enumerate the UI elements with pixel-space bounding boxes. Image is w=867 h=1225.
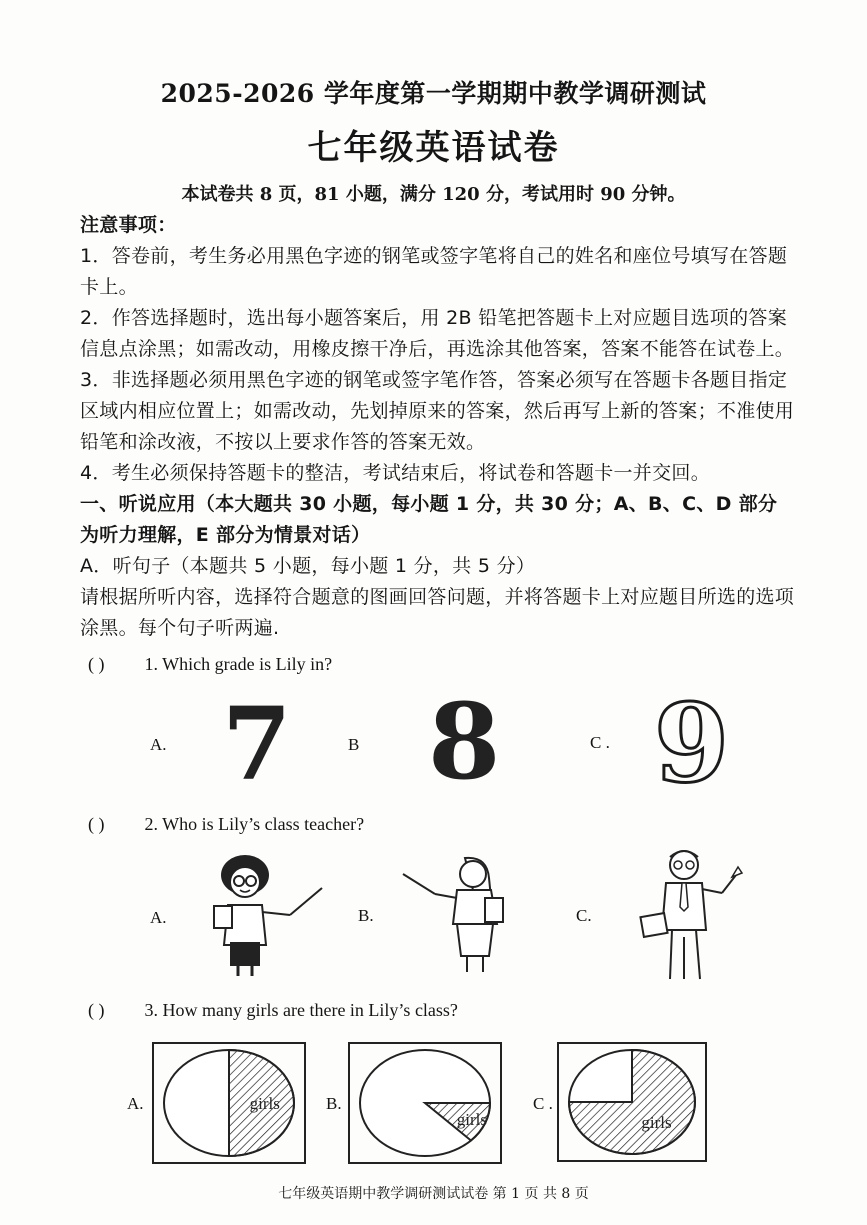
page-footer: 七年级英语期中教学调研测试试卷 第 1 页 共 8 页 bbox=[278, 1186, 589, 1202]
question-1 bbox=[88, 654, 332, 675]
grade-eight-image: 8 bbox=[428, 680, 501, 803]
pie-chart-option-a bbox=[152, 1042, 306, 1164]
question-3 bbox=[88, 1000, 458, 1021]
exam-info: 本试卷共 8 页，81 小题，满分 120 分，考试用时 90 分钟。 bbox=[181, 184, 686, 205]
question-text: 3. How many girls are there in Lily’s class? bbox=[144, 1000, 458, 1020]
man-teacher-waving-icon bbox=[632, 845, 752, 985]
notes-heading: 注意事项： bbox=[80, 214, 177, 236]
slice-label: girls bbox=[249, 1094, 280, 1113]
section1-heading: 一、听说应用（本大题共 30 小题，每小题 1 分，共 30 分；A、B、C、D 部分为听力理解，E 部分为情景对话） bbox=[80, 493, 778, 546]
grade-seven-image: 7 bbox=[222, 685, 292, 803]
option-label-a: A. bbox=[127, 1094, 144, 1113]
option-label-c: C . bbox=[590, 733, 610, 752]
note-item-2: 2．作答选择题时，选出每小题答案后，用 2B 铅笔把答题卡上对应题目选项的答案信息点涂黑；如需改动，用橡皮擦干净后，再选涂其他答案，答案不能答在试卷上。 bbox=[80, 307, 795, 360]
notes-block bbox=[80, 210, 795, 644]
option-label-b: B. bbox=[326, 1094, 342, 1113]
option-label-a: A. bbox=[150, 908, 167, 927]
question-text: 2. Who is Lily’s class teacher? bbox=[144, 814, 365, 834]
exam-title: 2025-2026 学年度第一学期期中教学调研测试 bbox=[160, 79, 707, 108]
question-2 bbox=[88, 814, 364, 835]
option-label-c: C . bbox=[533, 1094, 553, 1113]
answer-blank[interactable]: ( ) bbox=[88, 1000, 105, 1020]
woman-teacher-with-pointer-icon bbox=[395, 850, 530, 975]
pie-chart-option-b bbox=[348, 1042, 502, 1164]
option-label-b: B. bbox=[358, 906, 374, 925]
partA-heading: A．听句子（本题共 5 小题，每小题 1 分，共 5 分） bbox=[80, 555, 536, 577]
grade-nine-image: 9 bbox=[654, 681, 730, 807]
note-item-1: 1．答卷前，考生务必用黑色字迹的钢笔或签字笔将自己的姓名和座位号填写在答题卡上。 bbox=[80, 245, 788, 298]
partA-instruction: 请根据所听内容，选择符合题意的图画回答问题，并将答题卡上对应题目所选的选项涂黑。每个句子听两遍. bbox=[80, 586, 795, 639]
option-label-b: B bbox=[348, 735, 360, 754]
slice-label: girls bbox=[456, 1109, 487, 1129]
answer-blank[interactable]: ( ) bbox=[88, 654, 105, 674]
option-label-a: A. bbox=[150, 735, 167, 754]
note-item-3: 3．非选择题必须用黑色字迹的钢笔或签字笔作答，答案必须写在答题卡各题目指定区域内相应位置上；如需改动，先划掉原来的答案，然后再写上新的答案；不准使用铅笔和涂改液，不按以上要求作答的答案无效。 bbox=[80, 369, 795, 453]
answer-blank[interactable]: ( ) bbox=[88, 814, 105, 834]
note-item-4: 4．考生必须保持答题卡的整洁，考试结束后，将试卷和答题卡一并交回。 bbox=[80, 462, 710, 484]
question-text: 1. Which grade is Lily in? bbox=[144, 654, 333, 674]
pie-chart-option-c bbox=[557, 1042, 707, 1162]
slice-label: girls bbox=[641, 1113, 672, 1133]
exam-subject-title: 七年级英语试卷 bbox=[307, 128, 560, 168]
option-label-c: C. bbox=[576, 906, 592, 925]
woman-teacher-with-glasses-icon bbox=[200, 850, 330, 980]
